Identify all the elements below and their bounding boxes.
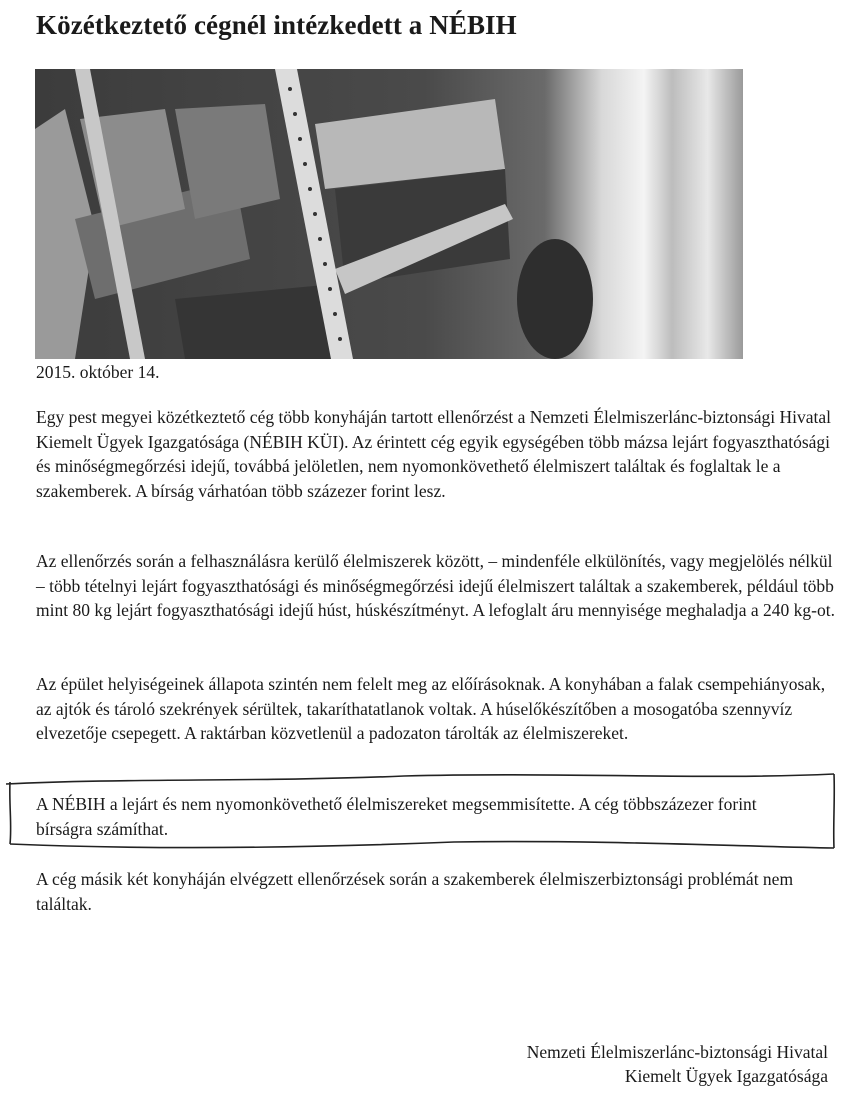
article-title: Közétkeztető cégnél intézkedett a NÉBIH	[36, 10, 517, 40]
article-photo	[35, 69, 743, 359]
paragraph-other-kitchens: A cég másik két konyháján elvégzett ellenőrzések során a szakemberek élelmiszerbiztonsági problémát nem találtak.	[36, 869, 794, 914]
paragraph-conclusion: A NÉBIH a lejárt és nem nyomonkövethető élelmiszereket megsemmisítette. A cég többszázezer forint bírságra számíthat.	[36, 794, 757, 839]
highlighted-box	[4, 770, 836, 852]
article-date: 2015. október 14.	[36, 362, 160, 382]
signature-line-2: Kiemelt Ügyek Igazgatósága	[624, 1066, 828, 1086]
signature	[527, 1040, 828, 1088]
paragraph-expired-food: Az ellenőrzés során a felhasználásra kerülő élelmiszerek között, – mindenféle elkülönítés, vagy megjelölés nélkül – több tételnyi lejárt fogyaszthatósági és minőségmegőrzési idejű élelmiszert találtak a szakemberek, például több mint 80 kg lejárt fogyaszthatósági idejű húst, húskészítményt. A lefoglalt áru mennyisége meghaladja a 240 kg-ot.	[36, 551, 835, 620]
storage-shelves-image	[35, 69, 743, 359]
paragraph-building-condition: Az épület helyiségeinek állapota szintén nem felelt meg az előírásoknak. A konyhában a falak csempehiányosak, az ajtók és tároló szekrények sérültek, takaríthatatlanok voltak. A húselőkészítőben a mosogatóba szennyvíz elvezetője csepegett. A raktárban közvetlenül a padozaton tárolták az élelmiszereket.	[36, 674, 826, 743]
signature-line-1: Nemzeti Élelmiszerlánc-biztonsági Hivatal	[526, 1042, 828, 1062]
paragraph-inspection-summary: Egy pest megyei közétkeztető cég több konyháján tartott ellenőrzést a Nemzeti Élelmiszerlánc-biztonsági Hivatal Kiemelt Ügyek Igazgatósága (NÉBIH KÜI). Az érintett cég egyik egységében több mázsa lejárt fogyaszthatósági és minőségmegőrzési idejű, továbbá jelöletlen, nem nyomonkövethető élelmiszert találtak és foglaltak le a szakemberek. A bírság várhatóan több százezer forint lesz.	[36, 407, 831, 501]
